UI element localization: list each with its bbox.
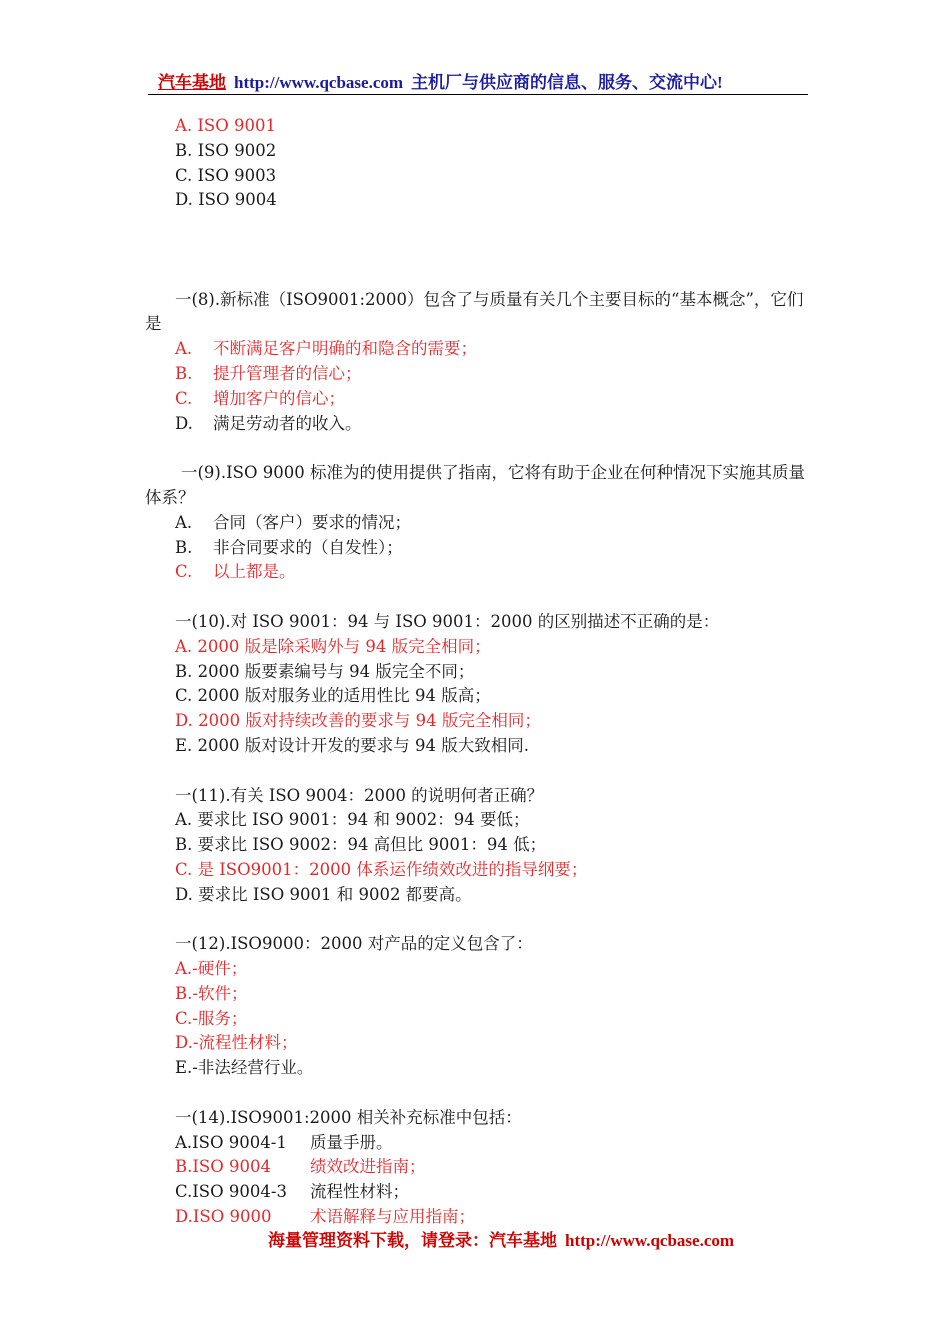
option-a	[145, 511, 815, 536]
option-a	[145, 337, 815, 362]
question-text: 一(8).新标准（ISO9001:2000）包含了与质量有关几个主要目标的“基本概念”，它们是	[145, 289, 804, 334]
question-9	[145, 461, 815, 585]
spacer	[145, 436, 815, 461]
option-letter: C.	[175, 562, 193, 582]
option-c	[145, 560, 815, 585]
option-letter: A.	[175, 339, 193, 359]
question-text: 一(10).对 ISO 9001：94 与 ISO 9001：2000 的区别描述不正确的是：	[175, 611, 720, 631]
option-text: 满足劳动者的收入。	[213, 413, 362, 433]
option-desc: 质量手册。	[310, 1132, 393, 1152]
option-code: C.ISO 9004-3	[175, 1182, 287, 1202]
option-b: B.-软件；	[175, 983, 248, 1003]
option-b	[145, 1155, 815, 1180]
option-letter: B.	[175, 537, 193, 557]
question-8	[145, 288, 815, 437]
question-text: 一(9).ISO 9000 标准为的使用提供了指南，它将有助于企业在何种情况下实施其质量体系？	[145, 463, 805, 507]
option-d: D. 2000 版对持续改善的要求与 94 版完全相同；	[175, 711, 541, 731]
footer-url-link[interactable]: http://www.qcbase.com	[565, 1231, 735, 1250]
spacer	[145, 1081, 815, 1106]
question-10	[145, 610, 815, 759]
option-a: A. 要求比 ISO 9001：94 和 9002：94 要低；	[175, 810, 530, 830]
spacer	[145, 759, 815, 784]
option-text: 不断满足客户明确的和隐含的需要；	[213, 339, 477, 359]
question-text: 一(14).ISO9001:2000 相关补充标准中包括：	[175, 1107, 522, 1127]
option-a: A.-硬件；	[175, 959, 248, 979]
option-c: C. 是 ISO9001：2000 体系运作绩效改进的指导纲要；	[175, 859, 588, 879]
option-b: B. 要求比 ISO 9002：94 高但比 9001：94 低；	[175, 835, 547, 855]
option-desc: 术语解释与应用指南；	[310, 1207, 475, 1227]
spacer	[145, 213, 815, 263]
spacer	[145, 263, 815, 288]
option-code: B.ISO 9004	[175, 1157, 271, 1177]
option-letter: B.	[175, 363, 193, 383]
question-11	[145, 784, 815, 908]
document-body	[145, 114, 815, 1230]
option-a: A. 2000 版是除采购外与 94 版完全相同；	[175, 636, 491, 656]
page-header	[148, 68, 808, 95]
option-c	[145, 1180, 815, 1205]
option-text: 提升管理者的信心；	[213, 363, 362, 383]
page-footer	[268, 1226, 734, 1251]
option-b	[145, 362, 815, 387]
spacer	[145, 908, 815, 933]
option-desc: 绩效改进指南；	[310, 1157, 426, 1177]
option-d: D.-流程性材料；	[175, 1033, 298, 1053]
option-d	[145, 412, 815, 437]
option-a	[145, 1131, 815, 1156]
option-letter: C.	[175, 388, 193, 408]
question-7-options	[145, 114, 815, 213]
footer-text: 海量管理资料下载，请登录：汽车基地	[268, 1231, 557, 1250]
option-c	[145, 387, 815, 412]
option-text: 增加客户的信心；	[213, 388, 345, 408]
option-e: E. 2000 版对设计开发的要求与 94 版大致相同.	[175, 735, 530, 755]
spacer	[145, 585, 815, 610]
option-b: B. ISO 9002	[175, 140, 277, 160]
option-text: 以上都是。	[213, 562, 296, 582]
option-code: A.ISO 9004-1	[175, 1132, 287, 1152]
option-code: D.ISO 9000	[175, 1207, 272, 1227]
option-d: D. 要求比 ISO 9001 和 9002 都要高。	[175, 884, 472, 904]
header-url-link[interactable]: http://www.qcbase.com	[234, 73, 404, 92]
option-e: E.-非法经营行业。	[175, 1058, 314, 1078]
option-text: 合同（客户）要求的情况；	[213, 512, 411, 532]
option-d: D. ISO 9004	[175, 190, 277, 210]
option-letter: D.	[175, 413, 193, 433]
option-desc: 流程性材料；	[310, 1182, 409, 1202]
option-b: B. 2000 版要素编号与 94 版完全不同；	[175, 661, 475, 681]
header-brand-link[interactable]: 汽车基地	[158, 73, 226, 92]
question-14	[145, 1106, 815, 1230]
option-a: A. ISO 9001	[175, 116, 276, 135]
header-slogan: 主机厂与供应商的信息、服务、交流中心!	[411, 73, 723, 92]
question-text: 一(12).ISO9000：2000 对产品的定义包含了：	[175, 934, 533, 954]
option-b	[145, 536, 815, 561]
option-c: C. 2000 版对服务业的适用性比 94 版高；	[175, 686, 491, 706]
option-text: 非合同要求的（自发性）；	[213, 537, 403, 557]
question-12	[145, 932, 815, 1081]
option-letter: A.	[175, 512, 193, 532]
option-c: C. ISO 9003	[175, 165, 277, 185]
question-text: 一(11).有关 ISO 9004：2000 的说明何者正确？	[175, 785, 544, 805]
option-c: C.-服务；	[175, 1008, 248, 1028]
